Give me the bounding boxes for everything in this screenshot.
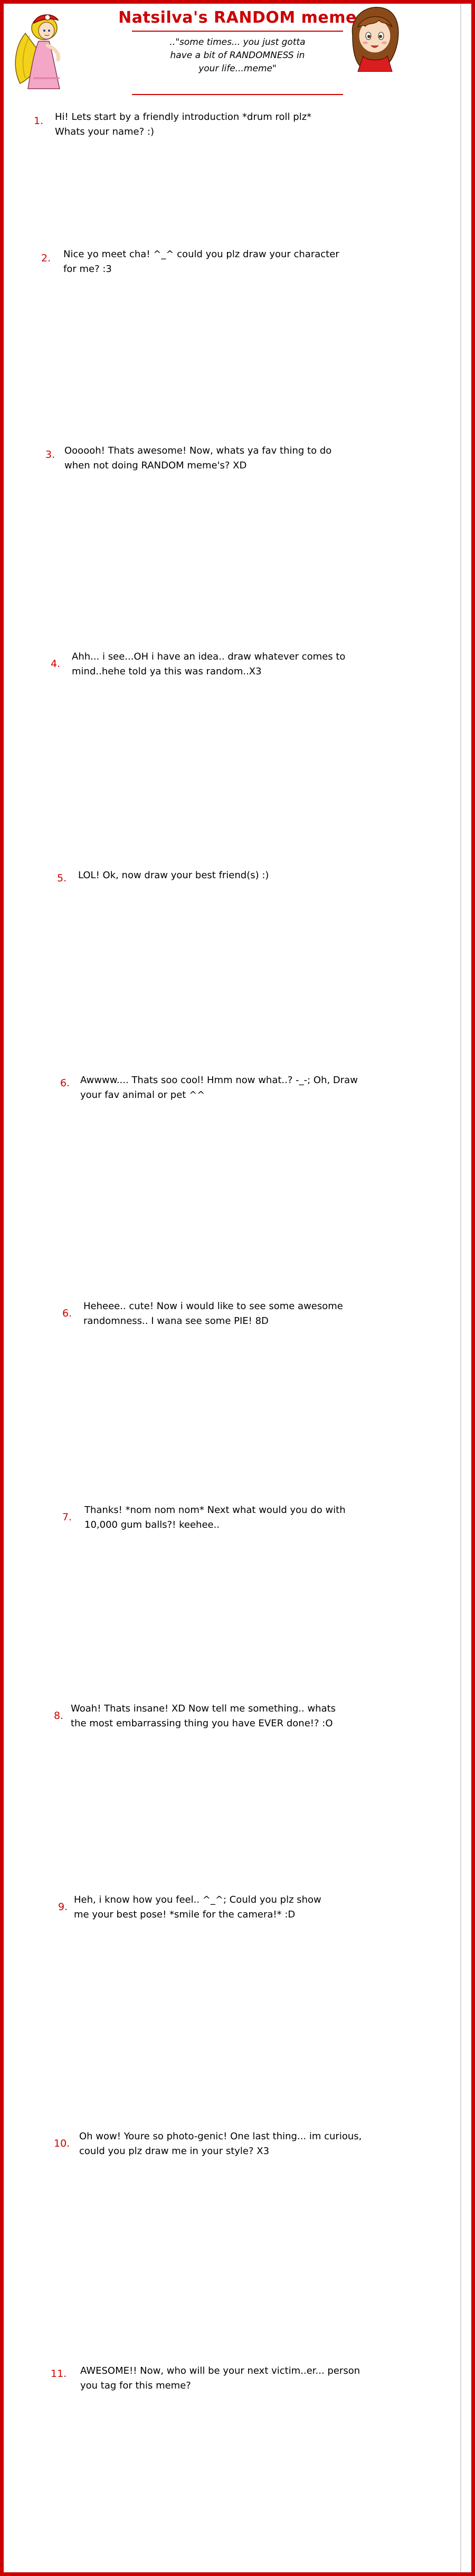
question-9-number: 8. xyxy=(54,1710,64,1722)
question-8-number: 7. xyxy=(62,1511,72,1523)
question-7-text: Heheee.. cute! Now i would like to see some awesome randomness.. I wana see some PIE! 8D xyxy=(83,1301,343,1327)
question-8-text: Thanks! *nom nom nom* Next what would you do with 10,000 gum balls?! keehee.. xyxy=(84,1505,346,1530)
question-4-text: Ahh... i see...OH i have an idea.. draw whatever comes to mind..hehe told ya this was random..X3 xyxy=(72,651,346,677)
question-2-text: Nice yo meet cha! ^_^ could you plz draw your character for me? :3 xyxy=(63,249,339,275)
question-11-number: 10. xyxy=(54,2138,70,2149)
question-6-text: Awwww.... Thats soo cool! Hmm now what..? -_-; Oh, Draw your fav animal or pet ^^ xyxy=(80,1075,358,1101)
title-underline xyxy=(132,31,343,32)
question-12-number: 11. xyxy=(51,2368,67,2380)
question-3-number: 3. xyxy=(45,449,55,460)
right-divider xyxy=(460,4,461,2572)
question-10-number: 9. xyxy=(58,1901,68,1913)
question-6-number: 6. xyxy=(60,1077,70,1089)
question-3-text: Oooooh! Thats awesome! Now, whats ya fav thing to do when not doing RANDOM meme's? XD xyxy=(64,445,332,471)
question-12-text: AWESOME!! Now, who will be your next victim..er... person you tag for this meme? xyxy=(80,2365,360,2391)
question-11-text: Oh wow! Youre so photo-genic! One last thing... im curious, could you plz draw me in your style? X3 xyxy=(79,2131,362,2157)
page-subtitle: .."some times... you just gotta have a bit of RANDOMNESS in your life...meme" xyxy=(169,37,306,74)
question-4-number: 4. xyxy=(51,658,61,670)
question-1-number: 1. xyxy=(34,115,44,127)
question-7-number: 6. xyxy=(62,1308,72,1319)
question-5-text: LOL! Ok, now draw your best friend(s) :) xyxy=(78,870,269,881)
question-9-text: Woah! Thats insane! XD Now tell me something.. whats the most embarrassing thing you have EVER done!? :O xyxy=(71,1703,336,1729)
subtitle-underline xyxy=(132,94,343,95)
page-title: Natsilva's RANDOM meme xyxy=(118,8,357,27)
question-10-text: Heh, i know how you feel.. ^_^; Could you plz show me your best pose! *smile for the camera!* :D xyxy=(74,1894,321,1920)
question-5-number: 5. xyxy=(57,872,67,884)
question-1-text: Hi! Lets start by a friendly introduction *drum roll plz* Whats your name? :) xyxy=(55,111,312,137)
question-2-number: 2. xyxy=(41,252,51,264)
